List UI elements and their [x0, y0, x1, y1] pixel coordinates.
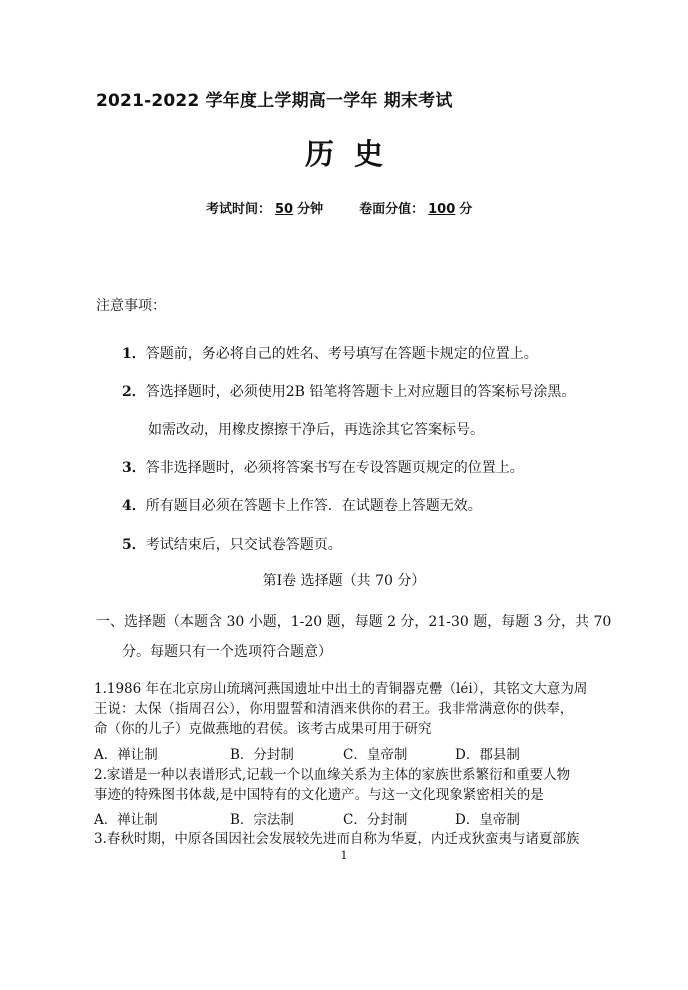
question-3-line: 3.春秋时期，中原各国因社会发展较先进而自称为华夏，内迁戎狄蛮夷与诸夏部族 [94, 831, 580, 847]
score-value: 100 [428, 202, 456, 217]
option-a[interactable]: A．禅让制 [94, 812, 158, 828]
question-1-line: 命（你的儿子）克做燕地的君侯。该考古成果可用于研究 [94, 721, 432, 737]
note-item: 3．答非选择题时，必须将答案书写在专设答题页规定的位置上。 [122, 460, 524, 476]
exam-meta [206, 198, 472, 217]
question-2-line: 2.家谱是一种以表谱形式,记载一个以血缘关系为主体的家族世系繁衍和重要人物 [94, 767, 571, 783]
note-item: 1．答题前，务必将自己的姓名、考号填写在答题卡规定的位置上。 [122, 346, 538, 362]
question-1-line: 1.1986 年在北京房山琉璃河燕国遗址中出土的青铜器克罍（léi），其铭文大意为周 [94, 681, 588, 697]
note-item: 2．答选择题时，必须使用2B 铅笔将答题卡上对应题目的答案标号涂黑。 [122, 384, 576, 400]
option-c[interactable]: C．皇帝制 [343, 747, 408, 763]
question-2-line: 事迹的特殊图书体裁,是中国特有的文化遗产。与这一文化现象紧密相关的是 [94, 787, 544, 803]
option-a[interactable]: A．禅让制 [94, 747, 158, 763]
exam-title: 2021-2022 学年度上学期高一学年 期末考试 [96, 91, 453, 111]
question-2-options [94, 808, 520, 828]
question-1-options [94, 743, 520, 763]
score-label: 卷面分值： [359, 202, 425, 217]
option-b[interactable]: B．宗法制 [230, 812, 294, 828]
subject-title: 历史 [304, 137, 403, 171]
part-instructions-continued: 分。每题只有一个选项符合题意） [122, 644, 332, 660]
note-item: 4．所有题目必须在答题卡上作答．在试题卷上答题无效。 [122, 498, 482, 514]
notes-title: 注意事项： [96, 298, 166, 314]
time-unit: 分钟 [297, 202, 324, 217]
option-d[interactable]: D．皇帝制 [455, 812, 520, 828]
score-unit: 分 [459, 202, 473, 217]
time-label: 考试时间： [206, 202, 272, 217]
note-item-continued: 如需改动，用橡皮擦擦干净后，再选涂其它答案标号。 [148, 422, 484, 438]
section-title: 第Ⅰ卷 选择题（共 70 分） [262, 573, 426, 589]
note-item: 5．考试结束后，只交试卷答题页。 [122, 537, 342, 553]
option-b[interactable]: B．分封制 [230, 747, 294, 763]
option-d[interactable]: D．郡县制 [455, 747, 520, 763]
question-1-line: 王说：太保（指周召公），你用盟誓和清酒来供你的君王。我非常满意你的供奉， [94, 701, 574, 717]
part-instructions: 一、选择题（本题含 30 小题，1-20 题，每题 2 分，21-30 题，每题 3 分，共 70 [96, 614, 612, 630]
option-c[interactable]: C．分封制 [343, 812, 408, 828]
page-number: 1 [340, 849, 348, 862]
time-value: 50 [275, 202, 294, 217]
